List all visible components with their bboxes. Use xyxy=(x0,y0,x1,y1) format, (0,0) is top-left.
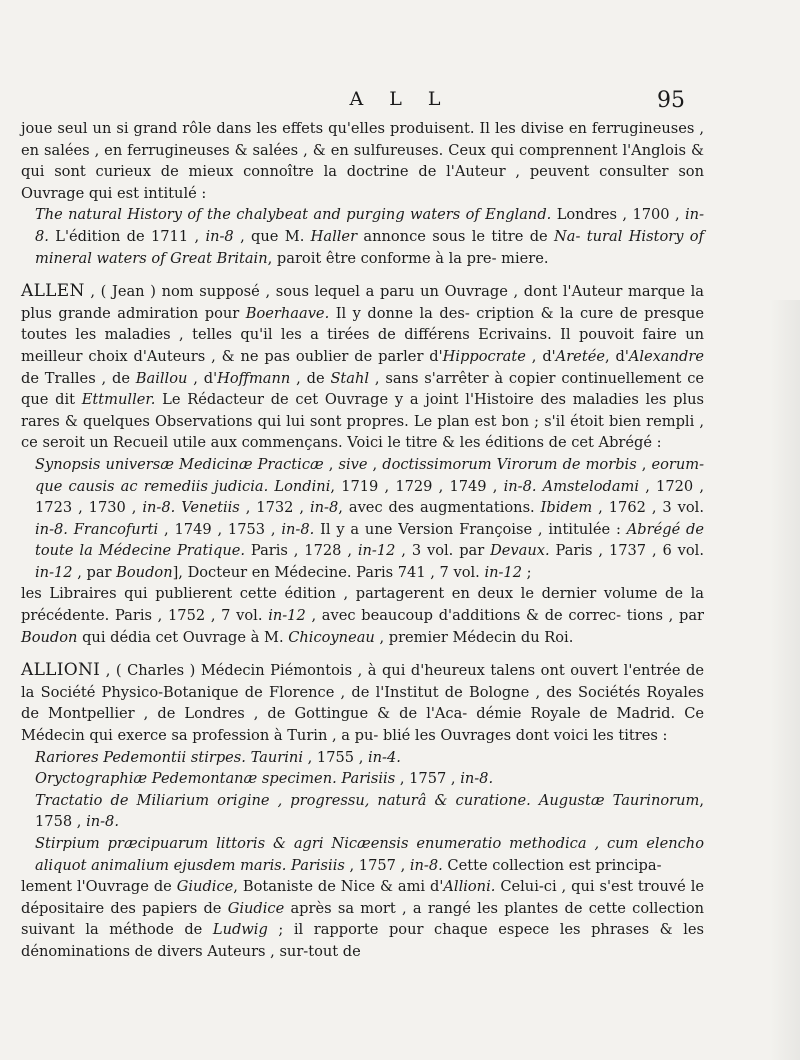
text-line: chaque espece les phrases & les dénominations de divers Auteurs , sur-tout de xyxy=(21,921,705,960)
text-run: lement l'Ouvrage de xyxy=(21,878,177,896)
text-line: & les éditions de cet Abrégé : xyxy=(442,434,662,452)
text-run: Synopsis universæ Medicinæ Practicæ xyxy=(35,455,324,473)
text-run: in-8. xyxy=(86,813,119,831)
text-run: in-8 xyxy=(309,499,339,517)
text-run: aliquot animalium ejusdem maris. Parisiis xyxy=(35,856,345,874)
text-run: eorum- xyxy=(651,455,705,473)
text-run: , de xyxy=(290,369,331,387)
text-run: Ibidem xyxy=(540,499,593,517)
text-run: in-8. xyxy=(35,206,704,245)
text-run: , 1732 , xyxy=(239,499,310,517)
text-run: in-8. Amstelodami xyxy=(503,477,640,495)
text-run: L'édition de 1711 , xyxy=(48,227,206,245)
page-body xyxy=(21,118,704,963)
text-line: différens Ecrivains. Il pouvoit faire un meilleur choix d'Auteurs , & ne pas xyxy=(21,326,704,365)
text-run: Ludwig xyxy=(212,921,268,939)
text-line: en ferrugineuses , en salées , en ferrugineuses & salées , & en sulfureuses. Ceux xyxy=(21,120,705,159)
bibliography-allioni xyxy=(21,747,704,877)
text-run: Cette collection est principa- xyxy=(442,856,662,874)
text-run: in-4. xyxy=(367,748,401,766)
text-run: ; xyxy=(522,563,532,581)
work-title: The natural History of the chalybeat and purging waters of England. xyxy=(35,206,552,224)
author-name: Haller xyxy=(310,227,358,245)
entry-allioni xyxy=(21,660,704,746)
text-line: cription & la cure de presque toutes les maladies , telles qu'il les a tirées de xyxy=(21,304,705,344)
text-run: , xyxy=(323,455,339,473)
text-run: l'Auteur marque la plus grande admiration pour xyxy=(21,283,704,322)
text-run: , que M. xyxy=(233,227,311,245)
text-line: des Sociétés Royales de Montpellier , de Londres , de Gottingue & de l'Aca- xyxy=(21,683,705,723)
text-run: , xyxy=(699,791,704,809)
entry-heading: ALLIONI xyxy=(21,660,101,681)
text-run: Allioni. xyxy=(443,878,496,896)
text-run: , avec des augmentations. xyxy=(338,499,541,517)
text-run: , 1720 , xyxy=(639,477,704,495)
text-run: Na- xyxy=(554,227,581,245)
text-line: qui comprennent l'Anglois & qui sont curieux de mieux connoître la doctrine xyxy=(21,141,704,181)
text-run: , ( Charles ) Médecin Piémontois , à qui d'heureux talens ont ouvert xyxy=(100,662,619,680)
text-run: in-8. Francofurti xyxy=(35,520,159,538)
text-run: Giudice xyxy=(227,899,285,917)
text-line: démie Royale de Madrid. Ce Médecin qui exerce sa profession à Turin , a pu- xyxy=(21,705,705,745)
text-line: de l'Auteur , peuvent consulter son Ouvrage qui est intitulé : xyxy=(21,163,704,202)
text-run: , ( Jean ) nom supposé , sous lequel a paru un Ouvrage , dont xyxy=(84,283,558,301)
text-run: 1737 , 6 vol. xyxy=(608,542,704,560)
text-run: doctissimorum Virorum de morbis xyxy=(382,455,637,473)
text-run: Hoffmann xyxy=(217,369,291,387)
text-run: , 1757 , xyxy=(395,770,461,788)
text-run: de Tralles , de xyxy=(21,369,136,387)
text-run: ], Docteur en Médecine. Paris 741 , 7 vol. xyxy=(172,563,485,581)
text-run: Boudon xyxy=(21,628,78,646)
text-run: Londres , xyxy=(551,206,628,224)
text-run: , xyxy=(367,455,383,473)
text-line: plus rares & quelques Observations qui lui sont propres. Le plan est bon ; s'il xyxy=(21,391,705,430)
text-run: Paris , 1728 , xyxy=(245,542,358,560)
text-run: , 3 vol. par xyxy=(395,542,491,560)
text-run: in-12 xyxy=(268,607,306,625)
text-run: , premier Médecin du Roi. xyxy=(374,628,574,646)
text-run: , avec beaucoup d'additions & de correc- xyxy=(305,607,622,625)
text-run: , 1749 , 1753 , xyxy=(158,520,282,538)
text-run: , 1719 , 1729 , 1749 , xyxy=(330,477,504,495)
text-run: Devaux. xyxy=(490,542,550,560)
text-run: oublier de parler d' xyxy=(295,347,443,365)
text-run: , 1757 , xyxy=(344,856,410,874)
text-run: 1700 , xyxy=(632,206,685,224)
text-run: in-8. xyxy=(460,770,494,788)
text-run: in-8. Venetiis xyxy=(142,499,240,517)
text-run: in-12 xyxy=(35,563,73,581)
entry-heading: ALLEN xyxy=(21,281,85,302)
text-run: 1758 , xyxy=(35,813,87,831)
text-run: ; il rapporte pour xyxy=(267,921,424,939)
text-run: Oryctographiæ Pedemontanæ specimen. Parisiis xyxy=(35,770,396,788)
text-run: , xyxy=(636,455,652,473)
bibliographic-reference xyxy=(21,204,704,269)
entry-allen xyxy=(21,281,704,454)
text-line: blié les Ouvrages dont voici les titres : xyxy=(382,727,668,745)
text-run: les plantes de cette collection suivant la méthode de xyxy=(21,899,705,939)
text-line: les Libraires qui publierent cette édition , partagerent en deux le dernier volume xyxy=(21,585,658,603)
bibliography-allen xyxy=(21,454,704,584)
text-run: sive xyxy=(338,455,368,473)
text-run: Celui-ci , xyxy=(495,878,567,896)
text-run: , 1755 , xyxy=(303,748,368,766)
text-run: , Botaniste de Nice & ami d' xyxy=(233,878,444,896)
text-line: l'entrée de la Société Physico-Botanique de Florence , de l'Institut de Bologne , xyxy=(21,662,704,701)
text-run: d' xyxy=(203,369,218,387)
text-run: qui s'est trouvé le dépositaire des papiers de xyxy=(21,878,704,917)
text-run: Boerhaave. xyxy=(245,304,330,322)
running-head: A L L xyxy=(349,88,451,110)
text-run: Hippocrate xyxy=(442,347,526,365)
text-run: après sa mort , a rangé xyxy=(284,899,471,917)
text-run: Stahl xyxy=(330,369,370,387)
text-run: in-8. xyxy=(281,520,315,538)
text-run: de la précédente. Paris , 1752 , 7 vol. xyxy=(21,585,705,625)
text-run: Ettmuller. xyxy=(81,391,156,409)
page-number: 95 xyxy=(657,88,685,113)
text-run: , 1762 , 3 vol. xyxy=(592,499,704,517)
text-run: in-12 xyxy=(357,542,396,560)
bibliography-allen-continued xyxy=(21,583,704,648)
text-run: Abrégé de toute la Médecine Pratique. xyxy=(35,520,705,560)
text-run: Il y a une Version Françoise , intitulée : xyxy=(314,520,621,538)
paragraph-continuation xyxy=(21,118,704,204)
text-run: in-12 xyxy=(484,563,523,581)
text-run: Giudice xyxy=(176,878,234,896)
text-run: Il y donne la des- xyxy=(329,304,470,322)
text-run: annonce sous le titre de xyxy=(357,227,555,245)
text-run: que causis ac remediis judicia. Londini xyxy=(35,477,331,495)
text-line: joue seul un si grand rôle dans les effets qu'elles produisent. Il les divise xyxy=(21,120,564,137)
text-run: Alexandre xyxy=(628,347,704,365)
text-run: Stirpium præcipuarum littoris & agri Nicæensis enumeratio methodica , cum elencho xyxy=(35,835,704,852)
work-title: tural History of mineral waters of Great Britain xyxy=(35,227,704,267)
text-run: , par xyxy=(72,563,117,581)
page-bleed-shadow xyxy=(770,300,800,1060)
text-run: , d' xyxy=(604,347,629,365)
text-run: Tractatio de Miliarium origine , progressu, naturâ & curatione. Augustæ Taurinorum xyxy=(35,791,700,809)
text-run: in-8 xyxy=(205,227,234,245)
allioni-continued xyxy=(21,876,704,962)
text-run: miere. xyxy=(501,249,549,267)
text-run: tions , par xyxy=(626,607,705,625)
text-line: étoit bien rempli , ce seroit un Recueil utile aux commençans. Voici le titre xyxy=(21,412,704,452)
text-run: Rariores Pedemontii stirpes. Taurini xyxy=(35,748,303,766)
text-run: in-8. xyxy=(409,856,443,874)
text-run: Aretée xyxy=(555,347,605,365)
text-run: , paroit être conforme à la pre- xyxy=(267,249,497,267)
text-run: qui dédia cet Ouvrage à M. xyxy=(77,628,289,646)
text-run: Chicoyneau xyxy=(288,628,375,646)
text-run: Baillou xyxy=(135,369,188,387)
text-run: 1723 , 1730 , xyxy=(35,499,143,517)
text-run: Le Rédacteur de cet Ouvrage y a joint l'Histoire des maladies les xyxy=(155,391,667,409)
text-run: Paris , xyxy=(549,542,604,560)
text-run: , xyxy=(187,369,198,387)
text-run: , d' xyxy=(525,347,556,365)
text-run: Boudon xyxy=(116,563,173,581)
text-run: , sans s'arrêter à copier continuellement ce que dit xyxy=(21,369,705,409)
